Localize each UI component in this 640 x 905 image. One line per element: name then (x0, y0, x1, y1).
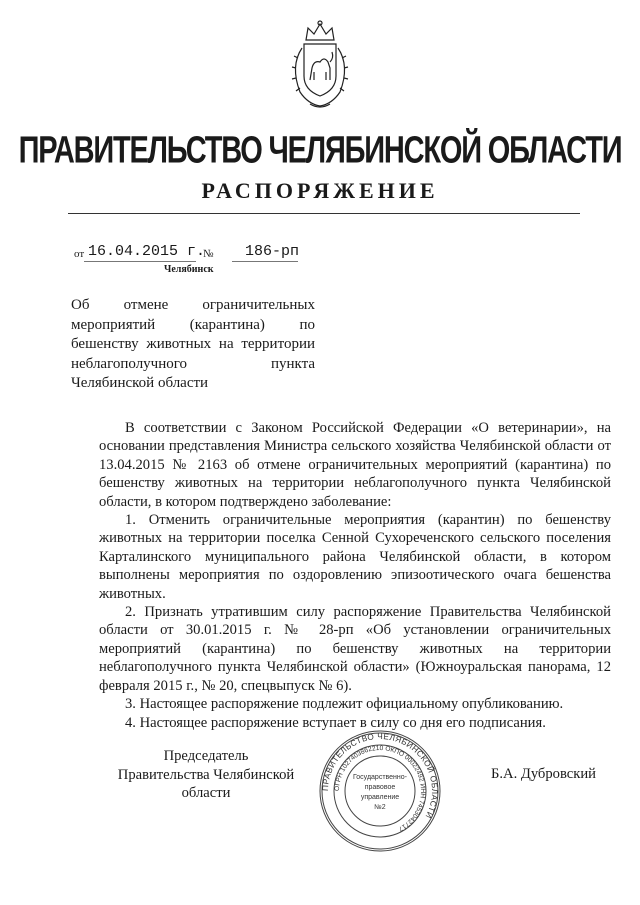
document-body (99, 419, 611, 732)
coat-of-arms-emblem (284, 18, 356, 114)
signatory-name: Б.А. Дубровский (491, 766, 596, 782)
signatory-position-line2: Правительства Челябинской области (117, 766, 295, 802)
body-paragraph-3: 3. Настоящее распоряжение подлежит официальному опубликованию. (125, 696, 564, 713)
number-underline (232, 261, 298, 262)
body-paragraph-1: 1. Отменить ограничительные мероприятия (карантин) по бешенству животных на территории поселка Сенной Сухореченского сельского поселения Карталинского муниципального района Челябинской области, в котором выполнены мероприятия по оздоровлению эпизоотического очага бешенства животных. (99, 512, 611, 602)
document-date: 16.04.2015 г. (88, 243, 206, 260)
document-type: РАСПОРЯЖЕНИЕ (201, 178, 439, 203)
date-prefix: от (74, 248, 85, 260)
body-paragraph-preamble: В соответствии с Законом Российской Федерации «О ветеринарии», на основании представления Министра сельского хозяйства Челябинской области от 13.04.2015 № 2163 об отмене ограничительных мероприятий (карантина) по бешенству животных на территории неблагополучного пункта Челябинской области, в котором подтверждено заболевание: (99, 420, 611, 510)
document-subject: Об отмене ограничительных мероприятий (карантина) по бешенству животных на территории неблагополучного пункта Челябинской области (71, 297, 315, 391)
signatory-position-line1: Председатель (163, 748, 249, 764)
organization-title: ПРАВИТЕЛЬСТВО ЧЕЛЯБИНСКОЙ ОБЛАСТИ (18, 130, 622, 172)
official-seal (318, 729, 442, 853)
seal-center-line2: правовое (364, 784, 396, 791)
seal-outer-text: ПРАВИТЕЛЬСТВО ЧЕЛЯБИНСКОЙ ОБЛАСТИ (320, 731, 440, 820)
body-paragraph-4: 4. Настоящее распоряжение вступает в силу со дня его подписания. (125, 714, 546, 731)
seal-inner-text: ОГРН 1027403862210 ОКПО 00022492 ИНН 7453042717 (333, 744, 427, 833)
document-number: 186-рп (245, 243, 300, 260)
document-city: Челябинск (164, 264, 214, 275)
body-paragraph-2: 2. Признать утратившим силу распоряжение Правительства Челябинской области от 30.01.2015 г. № 28-рп «Об установлении ограничительных мероприятий (карантина) по бешенству животных на территории неблагополучного пункта Челябинской области» (Южноуральская панорама, 12 февраля 2015 г., № 20, спецвыпуск № 6). (99, 604, 611, 694)
seal-center-line4: №2 (374, 804, 386, 811)
signatory-position (96, 747, 316, 803)
seal-center-line1: Государственно- (352, 774, 408, 781)
header-divider (68, 213, 580, 214)
seal-center-line3: управление (360, 794, 400, 801)
date-underline (84, 261, 196, 262)
number-prefix: № (203, 248, 214, 260)
